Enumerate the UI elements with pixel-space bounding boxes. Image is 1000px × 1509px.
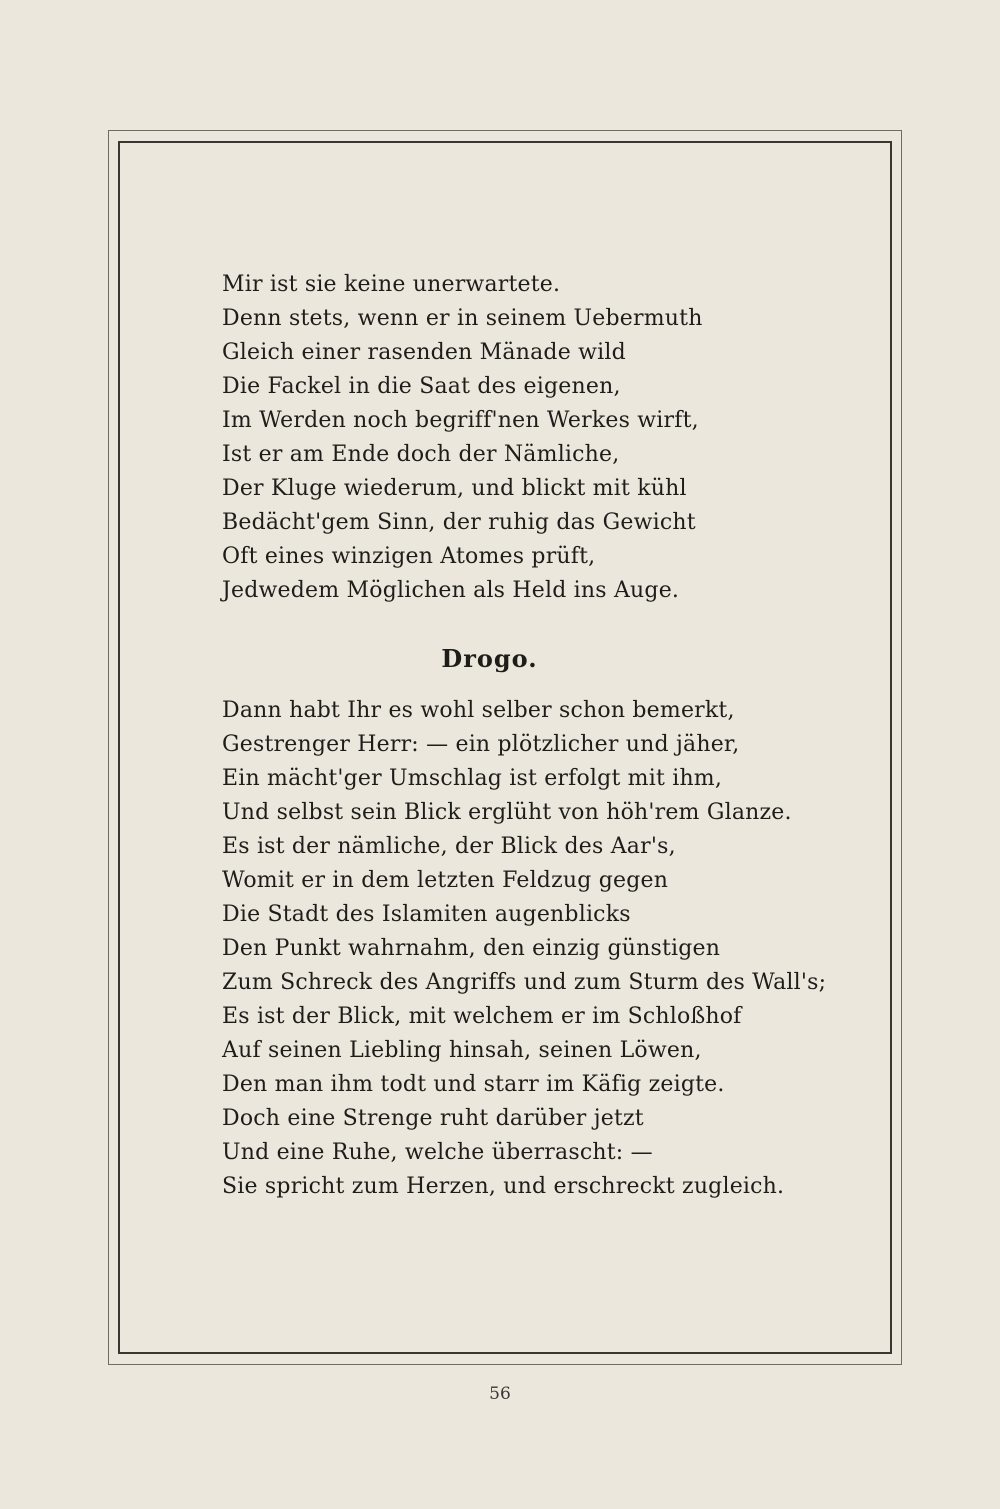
verse-line: Gleich einer rasenden Mänade wild bbox=[222, 340, 626, 365]
verse-line: Zum Schreck des Angriffs und zum Sturm des Wall's; bbox=[222, 970, 827, 995]
verse-line: Ein mächt'ger Umschlag ist erfolgt mit ihm, bbox=[222, 766, 723, 791]
verse-line: Im Werden noch begriff'nen Werkes wirft, bbox=[222, 408, 699, 433]
verse-line: Die Stadt des Islamiten augenblicks bbox=[222, 902, 631, 927]
verse-line: Der Kluge wiederum, und blickt mit kühl bbox=[222, 476, 687, 501]
verse-line: Und selbst sein Blick erglüht von höh'rem Glanze. bbox=[222, 800, 792, 825]
stanza-2 bbox=[222, 694, 827, 1204]
verse-line: Und eine Ruhe, welche überrascht: — bbox=[222, 1140, 653, 1165]
verse-line: Es ist der nämliche, der Blick des Aar's, bbox=[222, 834, 676, 859]
speaker-name: Drogo. bbox=[441, 644, 538, 673]
verse-line: Doch eine Strenge ruht darüber jetzt bbox=[222, 1106, 644, 1131]
stanza-1 bbox=[222, 268, 802, 608]
verse-line: Bedächt'gem Sinn, der ruhig das Gewicht bbox=[222, 510, 696, 535]
verse-line: Mir ist sie keine unerwartete. bbox=[222, 272, 561, 297]
verse-line: Jedwedem Möglichen als Held ins Auge. bbox=[222, 578, 680, 603]
page-number: 56 bbox=[489, 1384, 511, 1404]
verse-line: Die Fackel in die Saat des eigenen, bbox=[222, 374, 621, 399]
verse-line: Es ist der Blick, mit welchem er im Schloßhof bbox=[222, 1004, 742, 1029]
verse-line: Ist er am Ende doch der Nämliche, bbox=[222, 442, 620, 467]
verse-line: Oft eines winzigen Atomes prüft, bbox=[222, 544, 596, 569]
verse-line: Auf seinen Liebling hinsah, seinen Löwen, bbox=[222, 1038, 702, 1063]
verse-line: Sie spricht zum Herzen, und erschreckt zugleich. bbox=[222, 1174, 785, 1199]
verse-line: Dann habt Ihr es wohl selber schon bemerkt, bbox=[222, 698, 735, 723]
text-body bbox=[222, 268, 827, 1204]
verse-line: Den man ihm todt und starr im Käfig zeigte. bbox=[222, 1072, 725, 1097]
verse-line: Den Punkt wahrnahm, den einzig günstigen bbox=[222, 936, 721, 961]
verse-line: Womit er in dem letzten Feldzug gegen bbox=[222, 868, 669, 893]
verse-line: Gestrenger Herr: — ein plötzlicher und jäher, bbox=[222, 732, 740, 757]
verse-line: Denn stets, wenn er in seinem Uebermuth bbox=[222, 306, 703, 331]
